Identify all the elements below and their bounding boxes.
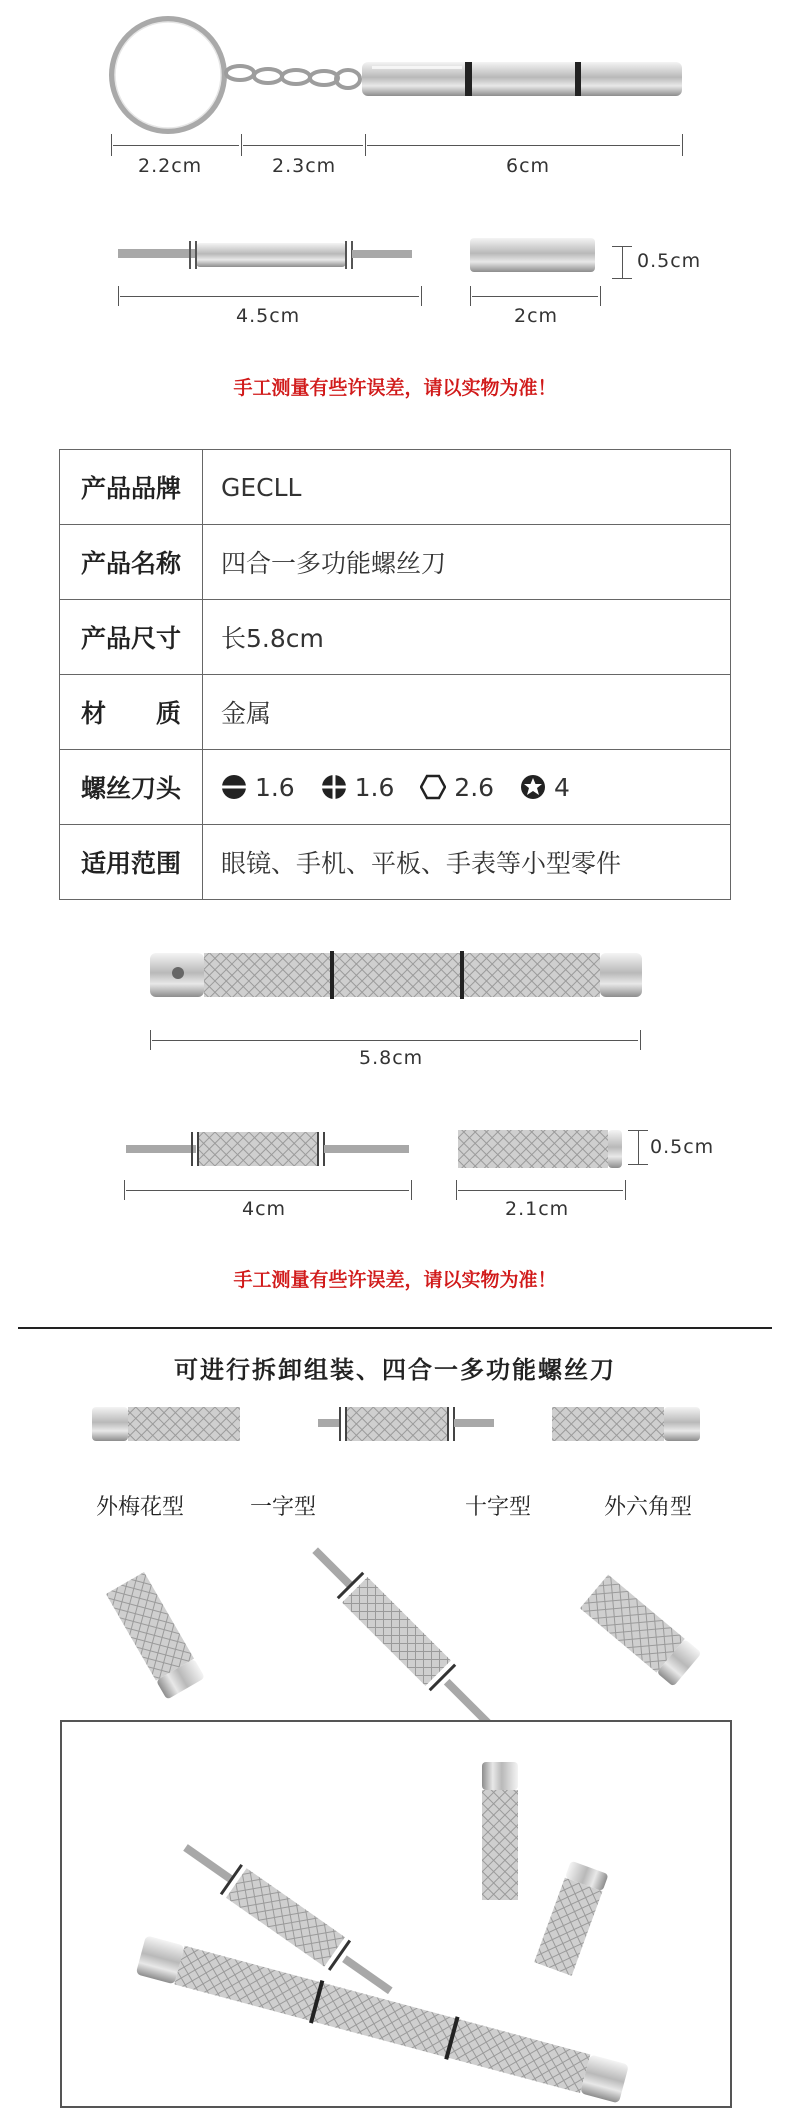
spec-value-bits bbox=[203, 750, 731, 825]
dim-total: 5.8cm bbox=[359, 1047, 424, 1069]
bit-slotted bbox=[221, 773, 295, 802]
measurement-note: 手工测量有些许误差，请以实物为准！ bbox=[233, 377, 557, 399]
spec-row-brand bbox=[60, 450, 731, 525]
type-label-slotted: 一字型 bbox=[250, 1495, 317, 1520]
torx-icon bbox=[520, 774, 546, 800]
measurement-note-2: 手工测量有些许误差，请以实物为准！ bbox=[233, 1269, 557, 1291]
type-label-phillips: 十字型 bbox=[465, 1495, 532, 1520]
spec-row-usage bbox=[60, 825, 731, 900]
dim-body: 6cm bbox=[506, 155, 551, 177]
bit-size: 4 bbox=[553, 772, 570, 802]
dim-tip: 4cm bbox=[242, 1198, 287, 1220]
dim-tip-length: 4.5cm bbox=[236, 305, 301, 327]
dim-cap-diameter: 0.5cm bbox=[637, 250, 702, 272]
dim-cap: 2.1cm bbox=[505, 1198, 570, 1220]
spec-value: 眼镜、手机、平板、手表等小型零件 bbox=[203, 825, 731, 900]
spec-row-size bbox=[60, 600, 731, 675]
spec-row-material bbox=[60, 675, 731, 750]
spec-key: 产品尺寸 bbox=[60, 600, 203, 675]
bit-size: 1.6 bbox=[354, 772, 395, 802]
section-title: 可进行拆卸组装、四合一多功能螺丝刀 bbox=[174, 1356, 616, 1384]
spec-key: 螺丝刀头 bbox=[60, 750, 203, 825]
hex-icon bbox=[420, 774, 446, 800]
spec-value: 长5.8cm bbox=[203, 600, 731, 675]
keyring-screwdriver-photo bbox=[0, 0, 790, 160]
spec-row-bits bbox=[60, 750, 731, 825]
section-divider bbox=[18, 1327, 772, 1329]
dim-cap-length: 2cm bbox=[514, 305, 559, 327]
spec-key: 产品品牌 bbox=[60, 450, 203, 525]
dim-ring: 2.2cm bbox=[138, 155, 203, 177]
spec-key: 材 质 bbox=[60, 675, 203, 750]
type-label-hex: 外六角型 bbox=[604, 1495, 693, 1520]
spec-value: 金属 bbox=[203, 675, 731, 750]
spec-value: 四合一多功能螺丝刀 bbox=[203, 525, 731, 600]
dim-chain: 2.3cm bbox=[272, 155, 337, 177]
disassembled-parts-photo bbox=[0, 1395, 790, 1455]
product-group-photo bbox=[62, 1722, 728, 2104]
assembled-screwdriver-photo bbox=[0, 935, 790, 1025]
bit-size: 1.6 bbox=[254, 772, 295, 802]
spec-key: 适用范围 bbox=[60, 825, 203, 900]
type-label-torx: 外梅花型 bbox=[96, 1495, 185, 1520]
spec-table bbox=[59, 449, 731, 900]
bit-phillips bbox=[321, 773, 395, 802]
bit-hex bbox=[420, 773, 494, 802]
dim-cap-diameter-2: 0.5cm bbox=[650, 1136, 715, 1158]
bit-size: 2.6 bbox=[454, 772, 495, 802]
slotted-icon bbox=[221, 774, 247, 800]
bit-types-photo bbox=[0, 1540, 790, 1720]
bit-torx bbox=[520, 773, 570, 802]
spec-value: GECLL bbox=[203, 450, 731, 525]
spec-key: 产品名称 bbox=[60, 525, 203, 600]
phillips-icon bbox=[321, 774, 347, 800]
spec-row-name bbox=[60, 525, 731, 600]
